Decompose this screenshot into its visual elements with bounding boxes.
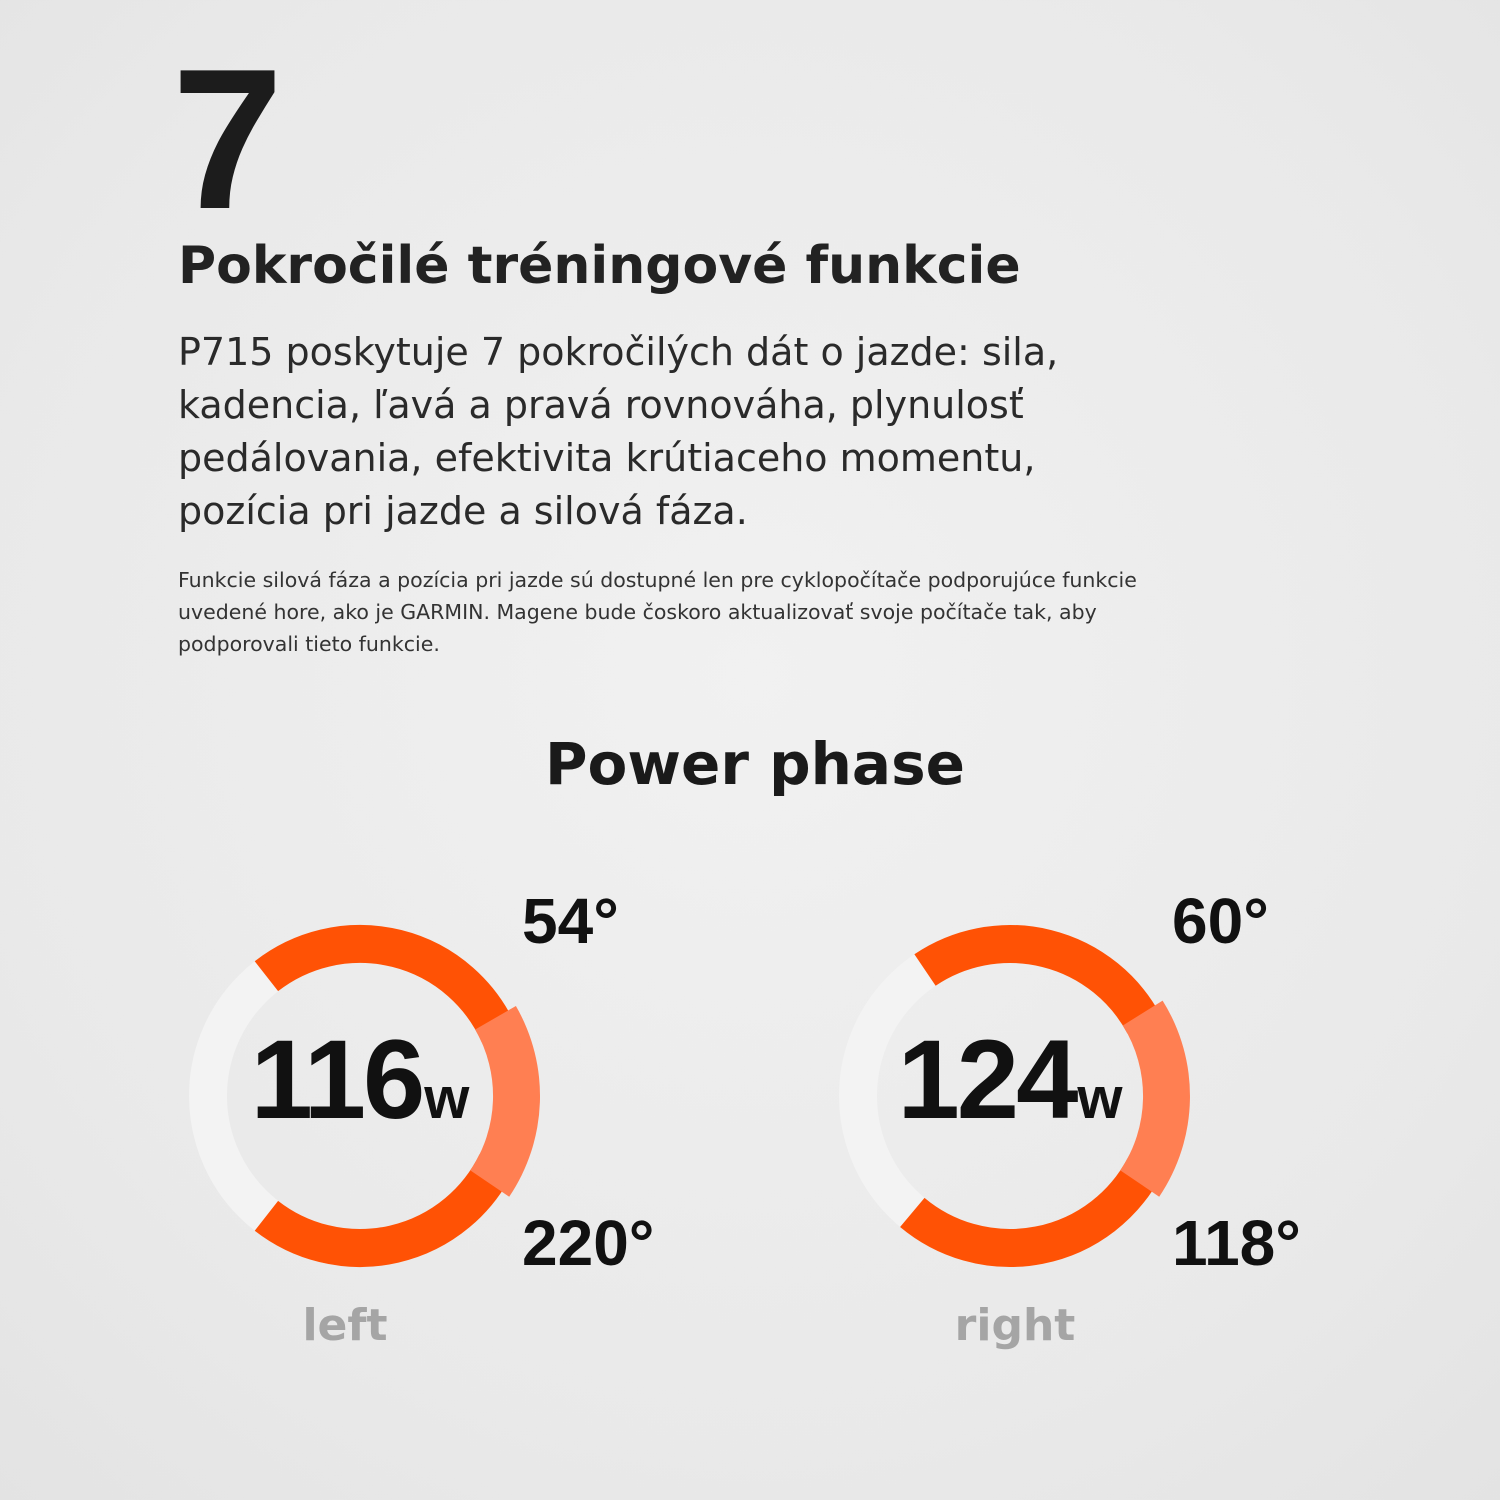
footnote-line: Funkcie silová fáza a pozícia pri jazde sú dostupné len pre cyklopočítače podporujúce funkcie [178,568,1137,592]
page-title: Pokročilé tréningové funkcie [178,236,1021,296]
footnote [178,564,1378,660]
right-power-readout [820,1015,1200,1144]
right-end-angle: 118° [1172,1207,1301,1279]
left-power-arc-bottom [266,1163,496,1248]
right-power-arc-bottom [912,1167,1144,1248]
left-end-angle: 220° [522,1207,655,1279]
right-power-unit: w [1077,1066,1123,1131]
lead-line: kadencia, ľavá a pravá rovnováha, plynulosť [178,383,1024,427]
left-power-phase-gauge [170,870,790,1370]
left-power-readout [170,1015,550,1144]
right-power-arc-top [925,944,1144,1025]
right-start-angle: 60° [1172,885,1269,957]
left-label: left [302,1300,388,1351]
right-power-value: 124 [897,1017,1076,1142]
lead-line: P715 poskytuje 7 pokročilých dát o jazde: sila, [178,330,1059,374]
left-start-angle: 54° [522,885,619,957]
right-power-phase-gauge [820,870,1440,1370]
feature-number: 7 [172,28,280,251]
left-power-value: 116 [250,1017,423,1142]
footnote-line: uvedené hore, ako je GARMIN. Magene bude čoskoro aktualizovať svoje počítače tak, aby [178,600,1097,624]
footnote-line: podporovali tieto funkcie. [178,632,440,656]
lead-paragraph [178,326,1358,538]
power-phase-title: Power phase [545,730,965,798]
right-label: right [954,1300,1076,1351]
left-power-unit: w [424,1066,470,1131]
lead-line: pozícia pri jazde a silová fáza. [178,489,748,533]
lead-line: pedálovania, efektivita krútiaceho momentu, [178,436,1036,480]
